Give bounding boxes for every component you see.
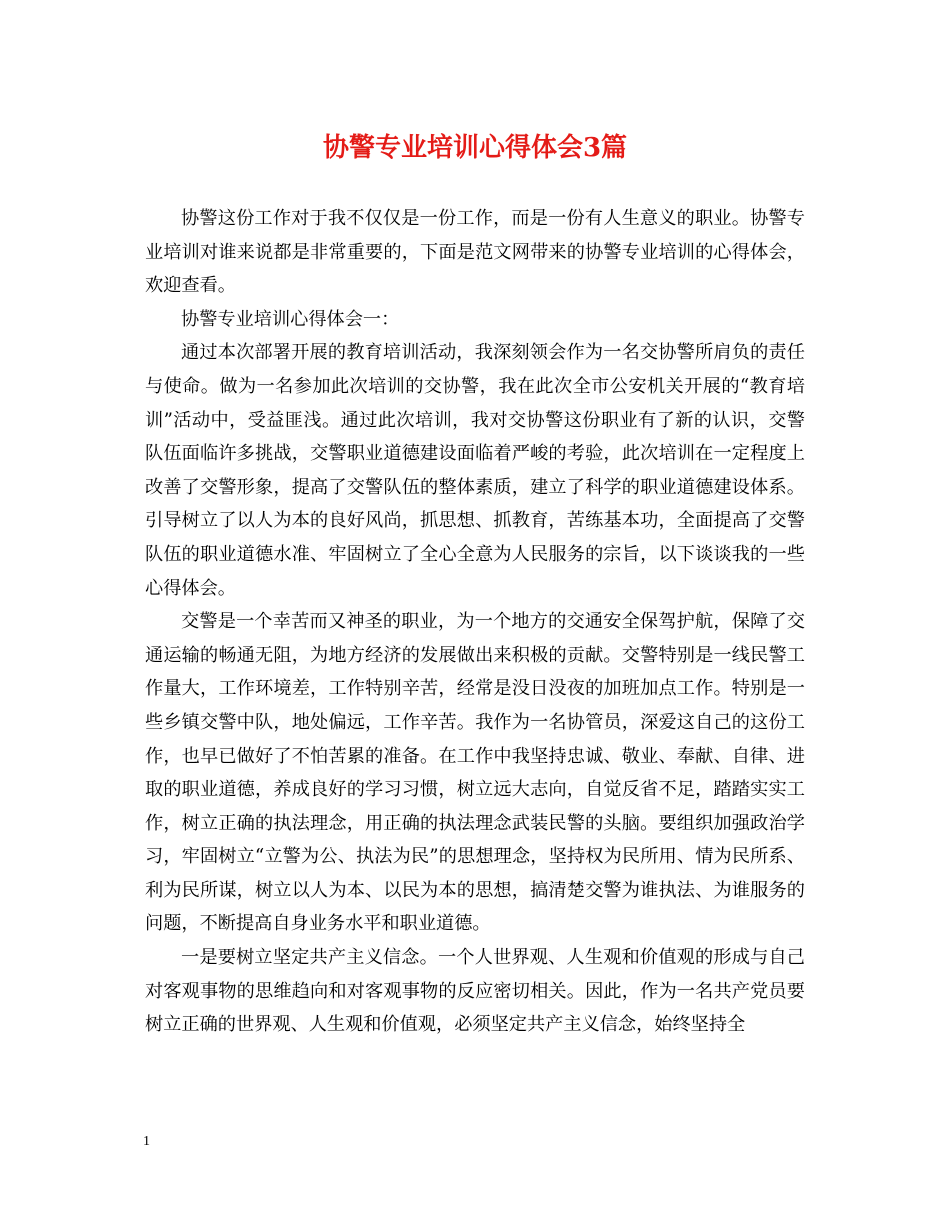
paragraph-section-heading: 协警专业培训心得体会一：: [181, 308, 400, 330]
paragraph-training-activity: 通过本次部署开展的教育培训活动，我深刻领会作为一名交协警所肩负的责任与使命。做为一名参加此次培训的交协警，我在此次全市公安机关开展的“教育培训”活动中，受益匪浅。通过此次培训，我对交协警这份职业有了新的认识，交警队伍面临许多挑战，交警职业道德建设面临着严峻的考验，此次培训在一定程度上改善了交警形象，提高了交警队伍的整体素质，建立了科学的职业道德建设体系。引导树立了以人为本的良好风尚，抓思想、抓教育，苦练基本功，全面提高了交警队伍的职业道德水准、牢固树立了全心全意为人民服务的宗旨，以下谈谈我的一些心得体会。: [145, 342, 805, 599]
paragraph-traffic-police-work: 交警是一个幸苦而又神圣的职业，为一个地方的交通安全保驾护航，保障了交通运输的畅通无阻，为地方经济的发展做出来积极的贡献。交警特别是一线民警工作量大，工作环境差，工作特别辛苦，经常是没日没夜的加班加点工作。特别是一些乡镇交警中队，地处偏远，工作辛苦。我作为一名协管员，深爱这自己的这份工作，也早已做好了不怕苦累的准备。在工作中我坚持忠诚、敬业、奉献、自律、进取的职业道德，养成良好的学习习惯，树立远大志向，自觉反省不足，踏踏实实工作，树立正确的执法理念，用正确的执法理念武装民警的头脑。要组织加强政治学习，牢固树立“立警为公、执法为民”的思想理念，坚持权为民所用、情为民所系、利为民所谋，树立以人为本、以民为本的思想，搞清楚交警为谁执法、为谁服务的问题，不断提高自身业务水平和职业道德。: [145, 611, 805, 935]
paragraph-communist-belief: 一是要树立坚定共产主义信念。一个人世界观、人生观和价值观的形成与自己对客观事物的思维趋向和对客观事物的反应密切相关。因此，作为一名共产党员要树立正确的世界观、人生观和价值观，必须坚定共产主义信念，始终坚持全: [145, 947, 805, 1036]
document-title: 协警专业培训心得体会3篇: [322, 133, 628, 163]
paragraph-intro: 协警这份工作对于我不仅仅是一份工作，而是一份有人生意义的职业。协警专业培训对谁来说都是非常重要的，下面是范文网带来的协警专业培训的心得体会，欢迎查看。: [145, 208, 805, 297]
page-number: 1: [143, 1134, 150, 1149]
document-body: [145, 202, 805, 1042]
